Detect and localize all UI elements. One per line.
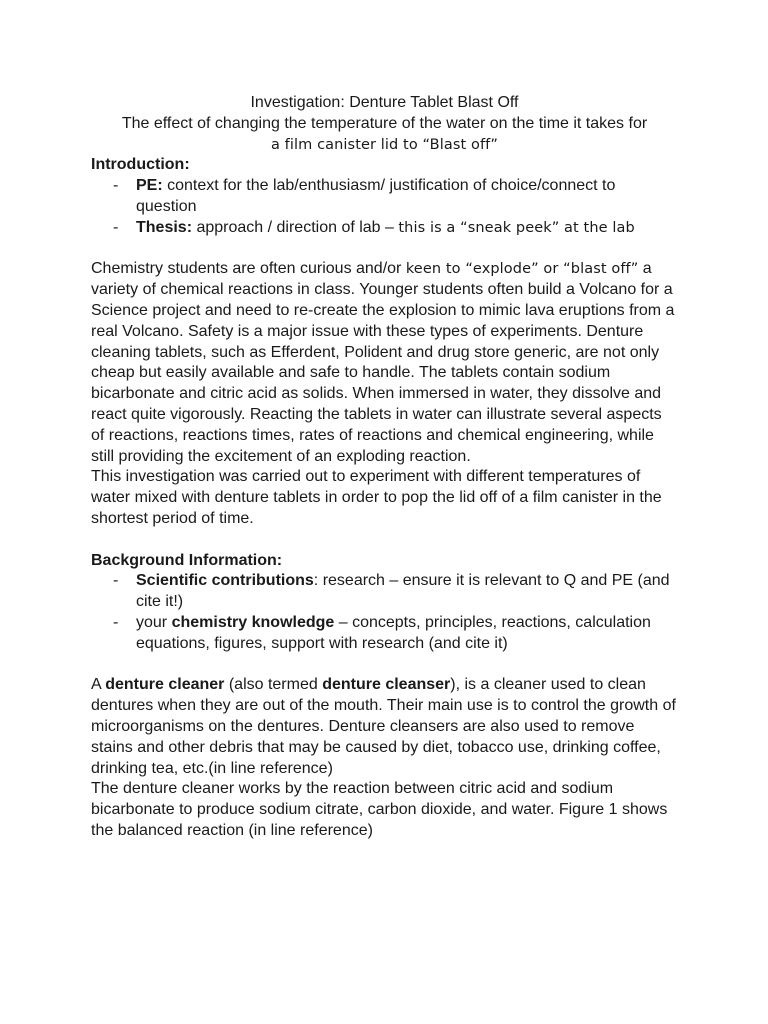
paragraph-text-thin: keen to “explode” or “blast off” xyxy=(405,261,639,278)
bullet-dash: - xyxy=(113,572,119,590)
bullet-text-thesis-note: this is a “sneak peek” at the lab xyxy=(398,219,635,236)
list-item xyxy=(91,218,678,239)
background-paragraph-2: The denture cleaner works by the reaction between citric acid and sodium bicarbonate to produce sodium citrate, carbon dioxide, and water. Figure 1 shows the balanced reaction (in line reference) xyxy=(91,780,668,839)
term-denture-cleaner: denture cleaner xyxy=(105,676,225,694)
bullet-text-pe: context for the lab/enthusiasm/ justification of choice/connect to question xyxy=(136,177,616,215)
paragraph-text: ), is a cleaner used to clean dentures when they are out of the mouth. Their main use is to control the growth of microorganisms on the dentures. Denture cleansers are also used to remove stains and other debris that may be caused by diet, tobacco use, drinking coffee, drinking tea, etc.(in line reference) xyxy=(91,676,676,777)
background-paragraph-1 xyxy=(91,675,678,779)
introduction-heading: Introduction: xyxy=(91,156,190,174)
document-header xyxy=(91,93,678,155)
bullet-label-chemistry: chemistry knowledge xyxy=(171,613,335,631)
term-denture-cleanser: denture cleanser xyxy=(322,676,451,694)
list-item xyxy=(91,571,678,613)
background-bullet-list xyxy=(91,571,678,654)
paragraph-text: (also termed xyxy=(224,676,323,694)
list-item xyxy=(91,176,678,218)
document-title: Investigation: Denture Tablet Blast Off xyxy=(250,94,519,111)
bullet-label-pe: PE: xyxy=(136,177,163,195)
introduction-bullet-list xyxy=(91,176,678,238)
bullet-dash: - xyxy=(113,613,119,631)
introduction-paragraph-2: This investigation was carried out to experiment with different temperatures of water mixed with denture tablets in order to pop the lid off of a film canister in the shortest period of time. xyxy=(91,468,662,527)
document-subtitle-line1: The effect of changing the temperature of the water on the time it takes for xyxy=(121,114,648,132)
bullet-dash: - xyxy=(113,177,119,195)
list-item xyxy=(91,613,678,655)
document-subtitle-line2: a film canister lid to “Blast off” xyxy=(270,136,498,153)
bullet-dash: - xyxy=(113,218,119,236)
bullet-label-thesis: Thesis: xyxy=(136,218,193,236)
paragraph-text: A xyxy=(91,676,106,694)
bullet-text-thesis: approach / direction of lab – xyxy=(192,218,399,236)
bullet-text-chemistry: – concepts, principles, reactions, calculation equations, figures, support with research (and cite it) xyxy=(136,613,651,652)
paragraph-text: Chemistry students are often curious and/or xyxy=(91,260,406,278)
bullet-label-scientific: Scientific contributions xyxy=(136,572,314,590)
bullet-prefix-chemistry: your xyxy=(136,613,172,631)
paragraph-text: a variety of chemical reactions in class. Younger students often build a Volcano for a Science project and need to re-create the explosion to mimic lava eruptions from a real Volcano. Safety is a major issue with these types of experiments. Denture cleaning tablets, such as Efferdent, Polident and drug store generic, are not only cheap but easily available and safe to handle. The tablets contain sodium bicarbonate and citric acid as solids. When immersed in water, they dissolve and react quite vigorously. Reacting the tablets in water can illustrate several aspects of reactions, reactions times, rates of reactions and chemical engineering, while still providing the excitement of an exploding reaction. xyxy=(91,260,675,465)
introduction-paragraph-1 xyxy=(91,259,678,467)
background-heading: Background Information: xyxy=(91,551,283,569)
bullet-text-scientific: : research – ensure it is relevant to Q and PE (and cite it!) xyxy=(136,572,670,611)
